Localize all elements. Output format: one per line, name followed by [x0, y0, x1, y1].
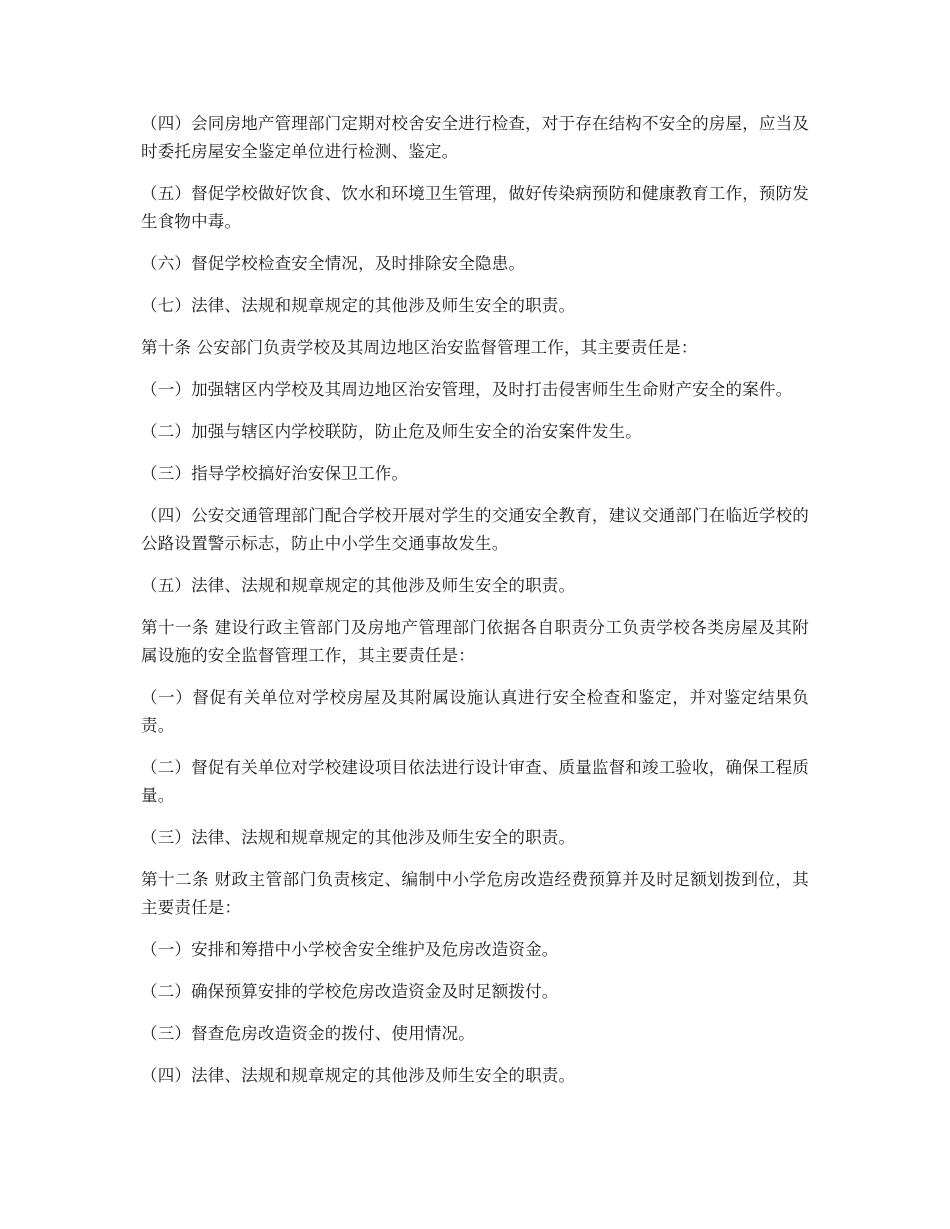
paragraph-article-10-item-1: （一）加强辖区内学校及其周边地区治安管理，及时打击侵害师生生命财产安全的案件。	[141, 380, 793, 399]
paragraph-article-11-item-3: （三）法律、法规和规章规定的其他涉及师生安全的职责。	[141, 828, 576, 847]
paragraph-article-11-item-2: （二）督促有关单位对学校建设项目依法进行设计审查、质量监督和竣工验收，确保工程质量。	[141, 758, 809, 805]
article-11-heading: 第十一条 建设行政主管部门及房地产管理部门依据各自职责分工负责学校各类房屋及其附属设施的安全监督管理工作，其主要责任是：	[141, 618, 809, 665]
document-body	[141, 110, 809, 1104]
paragraph-article-10-item-2: （二）加强与辖区内学校联防，防止危及师生安全的治安案件发生。	[141, 422, 642, 441]
article-12-heading: 第十二条 财政主管部门负责核定、编制中小学危房改造经费预算并及时足额划拨到位，其主要责任是：	[141, 870, 809, 917]
paragraph-article-10-item-4: （四）公安交通管理部门配合学校开展对学生的交通安全教育，建议交通部门在临近学校的公路设置警示标志，防止中小学生交通事故发生。	[141, 506, 809, 553]
paragraph-article-12-item-3: （三）督查危房改造资金的拨付、使用情况。	[141, 1024, 475, 1043]
paragraph-item-7-other-duties: （七）法律、法规和规章规定的其他涉及师生安全的职责。	[141, 296, 576, 315]
paragraph-item-4-inspect-school-buildings: （四）会同房地产管理部门定期对校舍安全进行检查，对于存在结构不安全的房屋，应当及时委托房屋安全鉴定单位进行检测、鉴定。	[141, 114, 809, 161]
paragraph-article-10-item-3: （三）指导学校搞好治安保卫工作。	[141, 464, 409, 483]
paragraph-article-12-item-2: （二）确保预算安排的学校危房改造资金及时足额拨付。	[141, 982, 559, 1001]
paragraph-item-6-safety-check: （六）督促学校检查安全情况，及时排除安全隐患。	[141, 254, 526, 273]
paragraph-article-11-item-1: （一）督促有关单位对学校房屋及其附属设施认真进行安全检查和鉴定，并对鉴定结果负责。	[141, 688, 809, 735]
article-10-heading: 第十条 公安部门负责学校及其周边地区治安监督管理工作，其主要责任是：	[141, 338, 698, 357]
paragraph-article-12-item-1: （一）安排和筹措中小学校舍安全维护及危房改造资金。	[141, 940, 559, 959]
paragraph-article-10-item-5: （五）法律、法规和规章规定的其他涉及师生安全的职责。	[141, 576, 576, 595]
paragraph-article-12-item-4: （四）法律、法规和规章规定的其他涉及师生安全的职责。	[141, 1066, 576, 1085]
paragraph-item-5-food-hygiene: （五）督促学校做好饮食、饮水和环境卫生管理，做好传染病预防和健康教育工作，预防发生食物中毒。	[141, 184, 809, 231]
